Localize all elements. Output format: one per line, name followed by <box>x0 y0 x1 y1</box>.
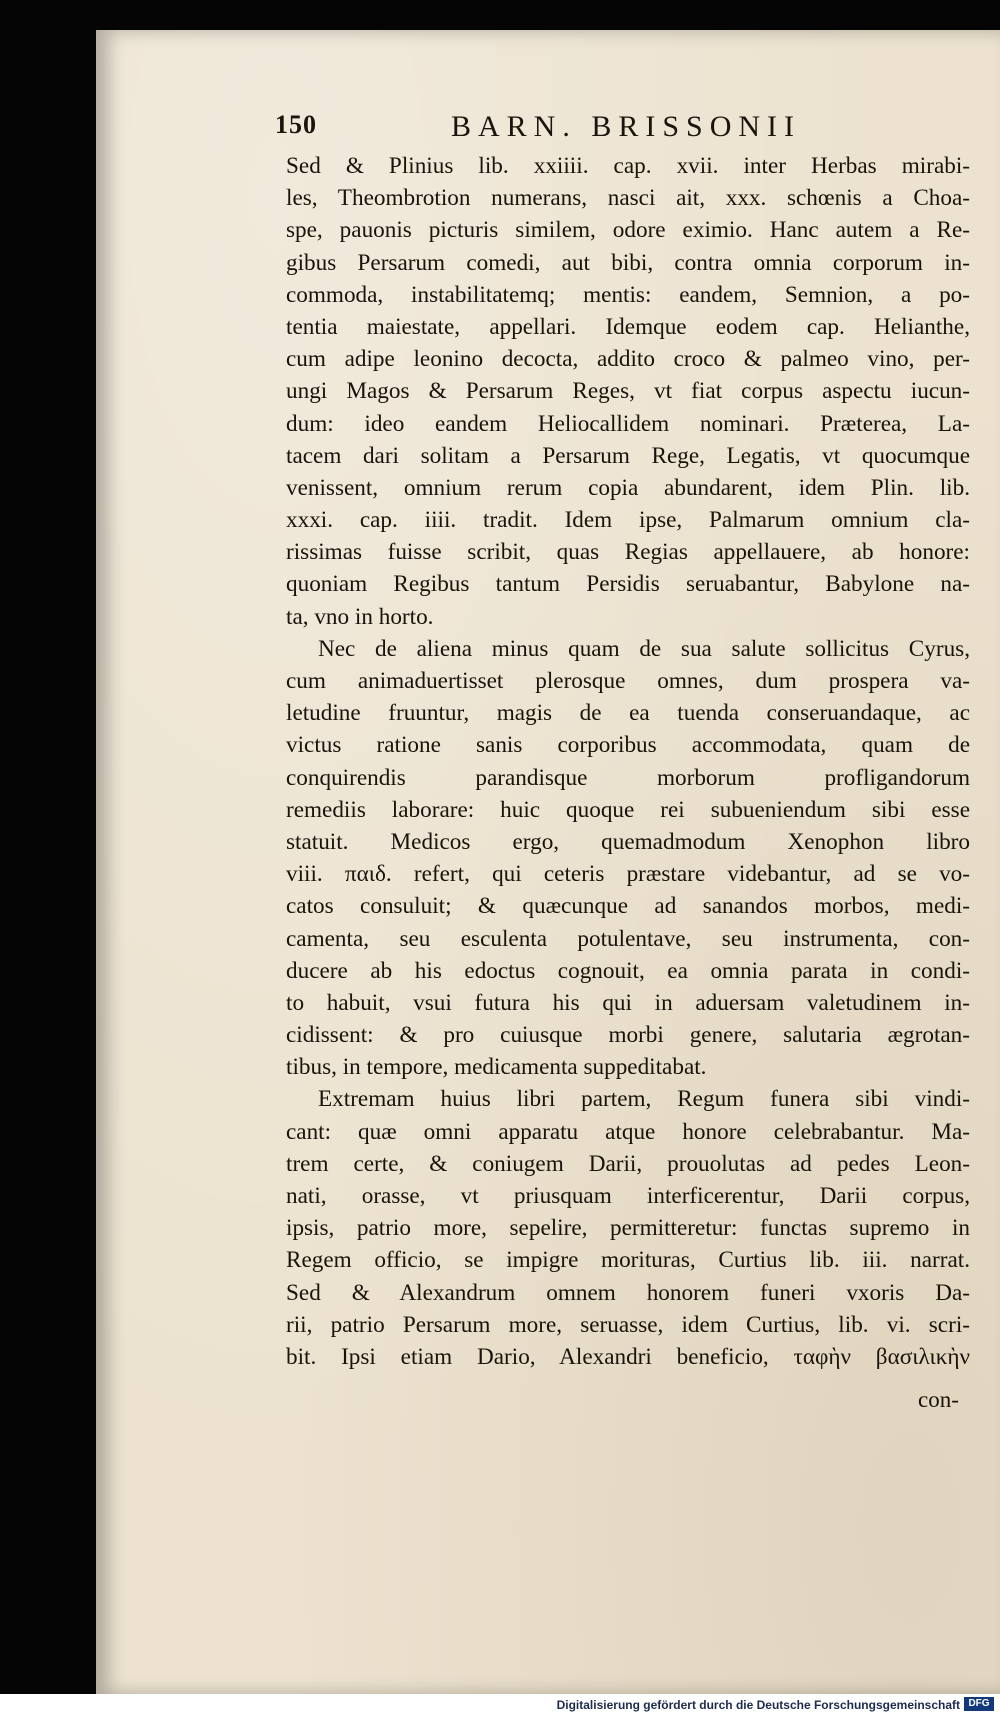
text-line: Nec de aliena minus quam de sua salute sollicitus Cyrus, <box>318 635 970 662</box>
text-line: quoniam Regibus tantum Persidis seruabantur, Babylone na- <box>286 571 970 598</box>
text-line: ungi Magos & Persarum Reges, vt fiat corpus aspectu iucun- <box>286 378 970 405</box>
page-header <box>275 110 975 152</box>
text-line: nati, orasse, vt priusquam interficerentur, Darii corpus, <box>286 1183 970 1209</box>
page-number: 150 <box>275 110 317 139</box>
text-line: to habuit, vsui futura his qui in aduersam valetudinem in- <box>286 989 970 1016</box>
footer-credit: Digitalisierung gefördert durch die Deutsche Forschungsgemeinschaft <box>556 1698 960 1712</box>
text-line: conquirendis parandisque morborum profligandorum <box>286 764 970 791</box>
text-line: trem certe, & coniugem Darii, prouolutas ad pedes Leon- <box>286 1150 970 1177</box>
text-line: rii, patrio Persarum more, seruasse, idem Curtius, lib. vi. scri- <box>286 1311 970 1338</box>
body-text <box>286 150 970 1373</box>
text-line: spe, pauonis picturis similem, odore eximio. Hanc autem a Re- <box>286 217 970 244</box>
text-line: venissent, omnium rerum copia abundarent, idem Plin. lib. <box>286 474 970 501</box>
text-line: ducere ab his edoctus cognouit, ea omnia parata in condi- <box>286 957 970 984</box>
dfg-logo: DFG <box>964 1697 994 1711</box>
text-line: catos consuluit; & quæcunque ad sanandos morbos, medi- <box>286 893 970 920</box>
text-line: rissimas fuisse scribit, quas Regias appellauere, ab honore: <box>286 539 970 566</box>
text-line: gibus Persarum comedi, aut bibi, contra omnia corporum in- <box>286 249 970 276</box>
text-line: victus ratione sanis corporibus accommodata, quam de <box>286 732 970 759</box>
text-line: statuit. Medicos ergo, quemadmodum Xenophon libro <box>286 828 970 855</box>
text-line: bit. Ipsi etiam Dario, Alexandri beneficio, ταφὴν βασιλικὴν <box>286 1343 970 1370</box>
text-line: les, Theombrotion numerans, nasci ait, xxx. schœnis a Choa- <box>286 185 970 212</box>
text-line: tentia maiestate, appellari. Idemque eodem cap. Helianthe, <box>286 313 970 340</box>
running-head: BARN. BRISSONII <box>451 110 802 143</box>
text-line: remediis laborare: huic quoque rei subueniendum sibi esse <box>286 796 970 823</box>
text-line: Extremam huius libri partem, Regum funera sibi vindi- <box>318 1086 970 1113</box>
text-line: Regem officio, se impigre morituras, Curtius lib. iii. narrat. <box>286 1247 970 1274</box>
catchword: con- <box>918 1387 959 1412</box>
text-line: letudine fruuntur, magis de ea tuenda conseruandaque, ac <box>286 700 970 727</box>
text-line: cant: quæ omni apparatu atque honore celebrabantur. Ma- <box>286 1118 970 1145</box>
text-line: tacem dari solitam a Persarum Rege, Legatis, vt quocumque <box>286 442 970 469</box>
text-line: Sed & Alexandrum omnem honorem funeri vxoris Da- <box>286 1279 970 1306</box>
text-line: Sed & Plinius lib. xxiiii. cap. xvii. inter Herbas mirabi- <box>286 153 970 179</box>
text-line: cum animaduertisset plerosque omnes, dum prospera va- <box>286 668 970 694</box>
text-line: ta, vno in horto. <box>286 603 434 630</box>
text-line: tibus, in tempore, medicamenta suppeditabat. <box>286 1054 707 1081</box>
text-line: xxxi. cap. iiii. tradit. Idem ipse, Palmarum omnium cla- <box>286 507 970 534</box>
text-line: dum: ideo eandem Heliocallidem nominari. Præterea, La- <box>286 410 970 437</box>
text-line: ipsis, patrio more, sepelire, permitteretur: functas supremo in <box>286 1215 970 1242</box>
text-line: commoda, instabilitatemq; mentis: eandem, Semnion, a po- <box>286 281 970 308</box>
text-line: camenta, seu esculenta potulentave, seu instrumenta, con- <box>286 925 970 952</box>
text-line: viii. παιδ. refert, qui ceteris præstare videbantur, ad se vo- <box>286 861 970 888</box>
text-line: cidissent: & pro cuiusque morbi genere, salutaria ægrotan- <box>286 1022 970 1049</box>
text-line: cum adipe leonino decocta, addito croco & palmeo vino, per- <box>286 346 970 373</box>
